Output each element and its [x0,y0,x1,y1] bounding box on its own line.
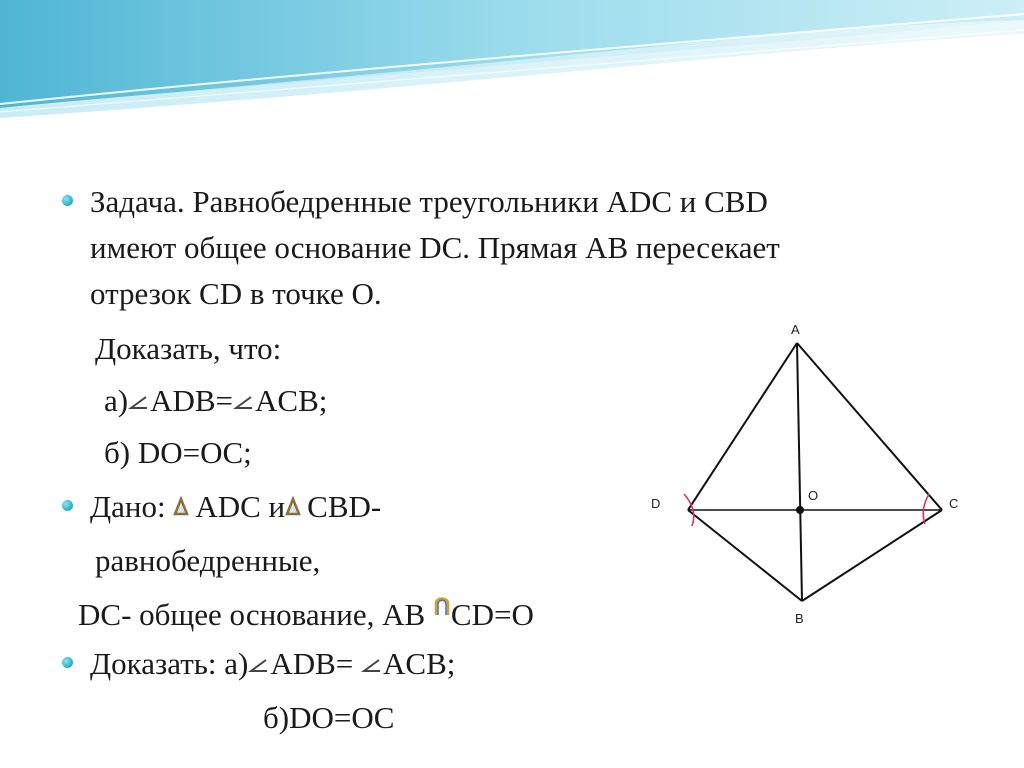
prove-intro-label: Доказать, что: [95,331,282,366]
edge-DA [688,343,797,510]
given-line-3a: DC- общее основание, AB [78,597,433,632]
given-line-3 [78,595,534,633]
edge-BD [688,510,802,601]
edge-AC [797,343,942,510]
triangle-icon [285,495,307,517]
bullet-task [62,195,73,206]
task-line-3: отрезок CD в точке O. [90,276,382,311]
given-line-1 [90,489,381,525]
prove-intro-a [104,383,327,419]
prove-intro-a-part1: ADB= [150,383,234,418]
given-line-2: равнобедренные, [95,543,321,578]
angle-icon [361,652,383,674]
angle-icon [233,389,255,411]
label-O: O [808,488,819,503]
prove-part2: ACB; [383,646,456,681]
header-wave-decoration [0,0,1024,130]
given-part1: ADC и [195,489,286,524]
prove-intro-a-part2: ACB; [255,383,328,418]
triangle-icon [173,495,195,517]
prove-intro-b: б) DO=OC; [104,435,252,470]
label-D: D [651,496,661,511]
prove-intro-a-prefix: а) [104,383,129,418]
given-prefix: Дано: [90,489,174,524]
angle-icon [248,652,270,674]
bullet-given [62,500,73,511]
task-line-2: имеют общее основание DC. Прямая AB пересекает [90,230,780,265]
point-O [796,506,804,514]
bullet-prove [62,657,73,668]
label-A: A [791,322,800,337]
label-C: C [949,496,959,511]
prove-part1: ADB= [270,646,362,681]
task-line-1: Задача. Равнобедренные треугольники ADC и CBD [90,184,768,219]
given-line-3b: CD=O [450,597,534,632]
prove-line-a [90,646,455,682]
geometry-figure [640,312,977,640]
prove-prefix: Доказать: а) [90,646,249,681]
label-B: B [795,611,804,626]
given-part2: CBD- [307,489,382,524]
angle-icon [128,389,150,411]
edge-CB [802,510,942,601]
prove-line-b: б)DO=OC [263,700,395,735]
segment-AB [797,343,802,601]
intersection-icon [433,595,451,617]
